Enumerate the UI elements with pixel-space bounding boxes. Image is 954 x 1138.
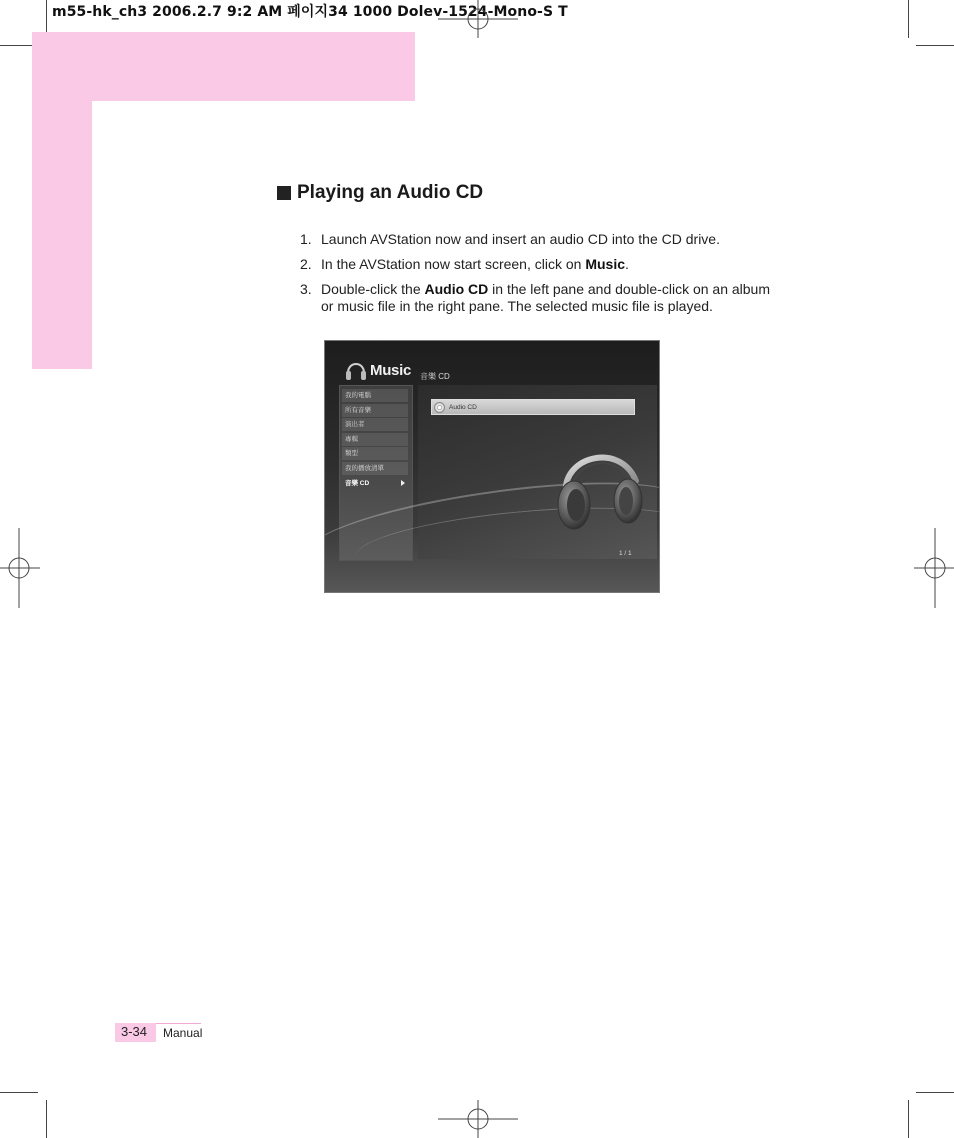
crop-mark — [0, 1092, 38, 1093]
crop-mark — [916, 1092, 954, 1093]
breadcrumb: 音樂 CD — [420, 372, 450, 381]
step-number: 2. — [300, 256, 312, 272]
menu-item[interactable] — [342, 404, 408, 417]
crop-mark — [916, 45, 954, 46]
menu-item-label: 演出者 — [345, 421, 365, 429]
menu-item-label: 所有音樂 — [345, 406, 371, 414]
step-item — [300, 281, 780, 315]
step-text-segment: in the left pane and double-click on an album or music file in the right pane. The selected music file is played. — [321, 281, 771, 314]
footer-label: Manual — [163, 1026, 203, 1040]
step-text-segment: In the AVStation now start screen, click on — [321, 256, 586, 272]
menu-item[interactable] — [342, 389, 408, 402]
menu-item[interactable] — [342, 447, 408, 460]
step-number: 3. — [300, 281, 312, 297]
menu-item[interactable] — [342, 462, 408, 475]
pink-band-left — [32, 101, 92, 369]
title-square-icon — [277, 186, 291, 200]
disc-icon — [434, 402, 445, 413]
step-text — [321, 256, 629, 273]
step-text — [321, 231, 720, 248]
music-logo — [345, 357, 411, 383]
step-text-segment: Launch AVStation now and insert an audio CD into the CD drive. — [321, 231, 720, 247]
crop-mark — [908, 0, 909, 38]
page-number: 3-34 — [121, 1024, 148, 1039]
pink-band-top — [32, 32, 415, 101]
music-app-screenshot — [324, 340, 660, 593]
crop-mark — [908, 1100, 909, 1138]
crop-mark — [46, 1100, 47, 1138]
step-emphasis: Audio CD — [424, 281, 489, 297]
step-number: 1. — [300, 231, 312, 247]
audio-cd-label: Audio CD — [449, 403, 477, 411]
footer-rule — [156, 1023, 201, 1024]
menu-item[interactable] — [342, 433, 408, 446]
step-item — [300, 231, 780, 248]
menu-item-label: 類型 — [345, 450, 358, 458]
registration-mark-icon — [914, 528, 954, 608]
menu-item-label: 音樂 CD — [345, 479, 370, 487]
step-text — [321, 281, 780, 315]
headphones-icon — [345, 357, 367, 383]
step-item — [300, 256, 780, 273]
menu-item[interactable] — [342, 477, 408, 490]
menu-item[interactable] — [342, 418, 408, 431]
steps-list — [300, 231, 780, 323]
menu-item-label: 我的播放清單 — [345, 464, 384, 472]
menu-item-label: 我的電腦 — [345, 392, 371, 399]
headphones-icon — [550, 437, 650, 537]
pager: 1 / 1 — [619, 550, 632, 557]
music-menu — [342, 389, 408, 491]
section-title — [277, 182, 483, 204]
arrow-right-icon — [401, 480, 405, 486]
step-text-segment: Double-click the — [321, 281, 425, 297]
registration-mark-icon — [438, 1100, 518, 1138]
registration-mark-icon — [0, 528, 40, 608]
registration-mark-icon — [438, 0, 518, 38]
audio-cd-list-item[interactable] — [431, 399, 635, 415]
step-text-segment: . — [625, 256, 629, 272]
menu-item-label: 專輯 — [345, 435, 358, 443]
section-title-text: Playing an Audio CD — [297, 182, 484, 203]
app-title: Music — [370, 361, 412, 379]
print-header: m55-hk_ch3 2006.2.7 9:2 AM 페이지34 1000 Dolev-1524-Mono-S T — [52, 4, 568, 20]
step-emphasis: Music — [585, 256, 626, 272]
